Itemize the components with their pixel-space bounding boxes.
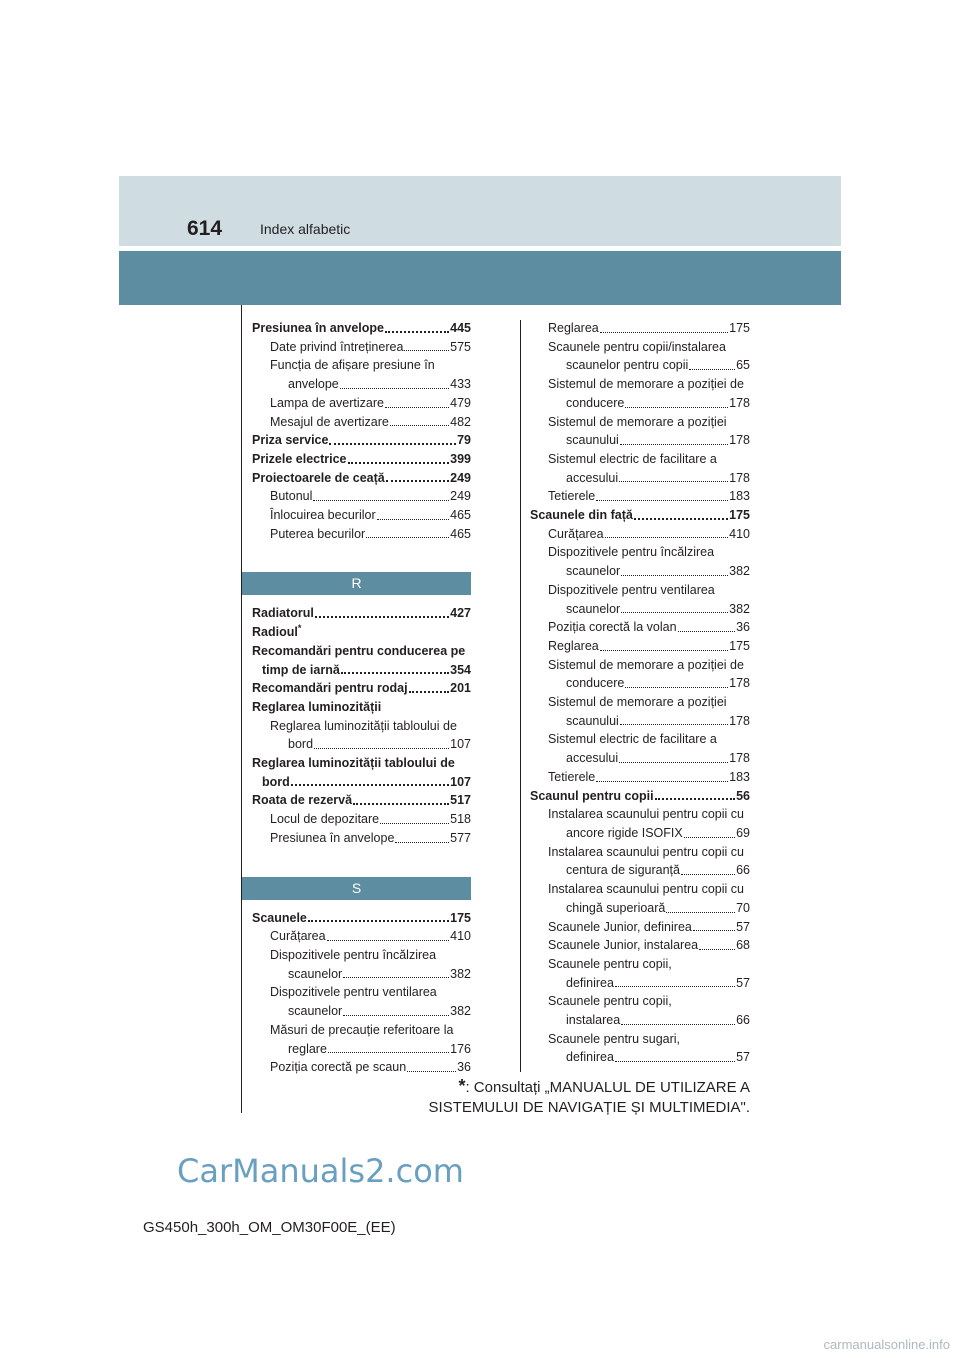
section-title: Index alfabetic (260, 221, 351, 237)
index-entry (252, 1002, 471, 1021)
entry-page-number: 479 (450, 395, 471, 410)
index-entry-line (530, 543, 750, 562)
entry-page-number: 175 (450, 910, 471, 925)
footnote-marker: * (297, 622, 302, 633)
entry-label: Recomandări pentru rodaj (252, 681, 408, 696)
entry-label: ancore rigide ISOFIX (566, 825, 683, 840)
entry-page-number: 399 (450, 451, 471, 466)
index-entry (252, 829, 471, 848)
entry-page-number: 249 (450, 489, 471, 504)
index-entry (252, 791, 471, 810)
entry-label: Sistemul de memorare a poziției (548, 414, 727, 429)
index-entry (530, 768, 750, 787)
entry-label: Radiatorul (252, 606, 314, 621)
footnote-star: * (458, 1076, 466, 1096)
dot-leader (395, 842, 449, 843)
dot-leader (404, 350, 449, 351)
entry-label: Poziția corectă pe scaun (270, 1060, 407, 1075)
dot-leader (596, 781, 728, 782)
index-entry-line (530, 880, 750, 899)
index-entry-line (530, 581, 750, 600)
entry-label: scaunelor (288, 1004, 343, 1019)
dot-leader (621, 1024, 735, 1025)
footnote-line-2: SISTEMULUI DE NAVIGAȚIE ȘI MULTIMEDIA". (428, 1099, 750, 1116)
index-entry (252, 431, 471, 450)
header-band (119, 251, 841, 305)
dot-leader (328, 1052, 449, 1053)
footnote-line-1: : Consultați „MANUALUL DE UTILIZARE A (465, 1079, 750, 1096)
index-entry (530, 824, 750, 843)
index-entry (530, 431, 750, 450)
dot-leader (625, 407, 728, 408)
index-entry (252, 604, 471, 623)
dot-leader (409, 691, 450, 693)
index-entry (530, 506, 750, 525)
index-entry-line (252, 623, 471, 642)
dot-leader (620, 724, 728, 725)
entry-label: Recomandări pentru conducerea pe (252, 643, 466, 658)
watermark-logo: CarManuals2.com (177, 1152, 464, 1190)
dot-leader (343, 1015, 449, 1016)
entry-label: Sistemul de memorare a poziției (548, 695, 727, 710)
entry-page-number: 65 (736, 358, 750, 373)
dot-leader (600, 332, 728, 333)
entry-page-number: 36 (457, 1060, 471, 1075)
entry-label: Scaunele pentru copii, (548, 956, 672, 971)
dot-leader (666, 912, 735, 913)
index-entry (530, 525, 750, 544)
entry-page-number: 433 (450, 377, 471, 392)
index-entry (252, 1058, 471, 1077)
dot-leader (621, 612, 728, 613)
entry-page-number: 382 (450, 966, 471, 981)
entry-label: Dispozitivele pentru ventilarea (548, 582, 715, 597)
index-entry (252, 810, 471, 829)
entry-page-number: 178 (729, 433, 750, 448)
dot-leader (689, 369, 735, 370)
entry-label: Sistemul de memorare a poziției de (548, 377, 744, 392)
dot-leader (353, 803, 449, 805)
index-entry-line (252, 983, 471, 1002)
entry-page-number: 178 (729, 395, 750, 410)
entry-page-number: 382 (450, 1004, 471, 1019)
entry-page-number: 57 (736, 919, 750, 934)
footnote (429, 1076, 750, 1118)
entry-label: Mesajul de avertizare (270, 414, 389, 429)
index-entry-line (252, 356, 471, 375)
entry-label: scaunelor (566, 564, 621, 579)
entry-label: Curățarea (548, 526, 604, 541)
entry-label: Radioul (252, 625, 298, 640)
index-entry-line (530, 338, 750, 357)
entry-label: Instalarea scaunului pentru copii cu (548, 882, 744, 897)
dot-leader (634, 518, 728, 520)
index-entry-line (530, 1030, 750, 1049)
index-entry (252, 413, 471, 432)
entry-label: instalarea (566, 1013, 621, 1028)
dot-leader (621, 575, 728, 576)
index-entry (530, 974, 750, 993)
entry-page-number: 354 (450, 662, 471, 677)
entry-label: Puterea becurilor (270, 526, 366, 541)
index-entry (530, 787, 750, 806)
entry-page-number: 175 (729, 321, 750, 335)
index-entry (252, 319, 471, 338)
dot-leader (348, 462, 450, 464)
dot-leader (619, 481, 728, 482)
entry-label: Sistemul electric de facilitare a (548, 732, 717, 747)
entry-label: Butonul (270, 489, 313, 504)
dot-leader (620, 444, 728, 445)
index-entry-line (530, 843, 750, 862)
entry-page-number: 66 (736, 863, 750, 878)
entry-page-number: 57 (736, 1050, 750, 1065)
entry-label: Scaunele (252, 910, 307, 925)
index-entry-line (530, 450, 750, 469)
entry-label: Sistemul de memorare a poziției de (548, 657, 744, 672)
entry-label: Instalarea scaunului pentru copii cu (548, 807, 744, 822)
entry-page-number: 517 (450, 793, 471, 808)
index-entry (530, 861, 750, 880)
dot-leader (615, 986, 735, 987)
entry-label: Dispozitivele pentru ventilarea (270, 985, 437, 1000)
index-entry (252, 965, 471, 984)
entry-label: Poziția corectă la volan (548, 620, 677, 635)
index-entry (252, 773, 471, 792)
entry-label: Reglarea luminozității tabloului de (252, 756, 455, 771)
index-entry (252, 506, 471, 525)
dot-leader (366, 537, 449, 538)
page-number: 614 (187, 217, 223, 240)
entry-label: bord (288, 737, 314, 752)
entry-label: Reglarea (548, 638, 599, 653)
index-entry-line (252, 754, 471, 773)
index-entry-line (530, 656, 750, 675)
entry-label: Scaunul pentru copii (530, 788, 654, 803)
entry-label: Date privind întreținerea (270, 339, 404, 354)
dot-leader (385, 407, 449, 408)
entry-page-number: 178 (729, 751, 750, 766)
entry-page-number: 68 (736, 938, 750, 953)
index-entry-line (530, 375, 750, 394)
index-entry-line (530, 992, 750, 1011)
entry-page-number: 183 (729, 489, 750, 504)
index-entry-line (530, 955, 750, 974)
dot-leader (308, 920, 449, 922)
dot-leader (605, 537, 729, 538)
entry-label: Tetierele (548, 769, 596, 784)
entry-label: chingă superioară (566, 900, 666, 915)
index-entry (530, 469, 750, 488)
index-entry (530, 487, 750, 506)
entry-label: Tetierele (548, 489, 596, 504)
entry-page-number: 107 (450, 737, 471, 752)
dot-leader (678, 631, 736, 632)
index-entry-line (252, 642, 471, 661)
entry-page-number: 410 (450, 929, 471, 944)
index-entry (252, 487, 471, 506)
index-block-p (252, 319, 471, 543)
entry-label: conducere (566, 676, 625, 691)
entry-label: bord (262, 774, 290, 789)
entry-label: Locul de depozitare (270, 812, 380, 827)
dot-leader (377, 519, 450, 520)
entry-label: Funcția de afișare presiune în (270, 358, 435, 373)
dot-leader (314, 748, 449, 749)
entry-label: Roata de rezervă (252, 793, 353, 808)
index-entry (530, 674, 750, 693)
index-entry-line (252, 717, 471, 736)
entry-page-number: 178 (729, 676, 750, 691)
letter-header-s: S (242, 877, 471, 900)
entry-label: timp de iarnă (262, 662, 340, 677)
index-column-right (530, 319, 750, 1067)
entry-page-number: 465 (450, 508, 471, 523)
index-entry (252, 394, 471, 413)
dot-leader (340, 388, 449, 389)
index-entry (530, 637, 750, 656)
left-margin-rule (241, 305, 242, 1113)
entry-page-number: 382 (729, 601, 750, 616)
entry-page-number: 577 (450, 830, 471, 845)
entry-page-number: 201 (450, 681, 471, 696)
dot-leader (600, 650, 728, 651)
index-entry (530, 319, 750, 338)
entry-label: definirea (566, 1050, 614, 1065)
index-entry-line (530, 413, 750, 432)
dot-leader (655, 798, 735, 800)
document-id: GS450h_300h_OM_OM30F00E_(EE) (143, 1219, 396, 1236)
dot-leader (343, 977, 449, 978)
dot-leader (313, 500, 449, 501)
index-entry-line (530, 693, 750, 712)
dot-leader (693, 930, 735, 931)
entry-page-number: 79 (457, 433, 471, 448)
entry-label: scaunelor pentru copii (566, 358, 689, 373)
dot-leader (615, 1061, 735, 1062)
index-entry (252, 1040, 471, 1059)
dot-leader (380, 823, 449, 824)
index-entry (252, 469, 471, 488)
entry-label: definirea (566, 975, 614, 990)
entry-page-number: 518 (450, 812, 471, 827)
index-entry (530, 618, 750, 637)
index-entry (530, 712, 750, 731)
entry-label: Scaunele Junior, definirea (548, 919, 692, 934)
index-block-r (252, 604, 471, 847)
dot-leader (329, 443, 456, 445)
entry-page-number: 66 (736, 1013, 750, 1028)
index-column-left (252, 319, 471, 1077)
entry-page-number: 36 (736, 620, 750, 635)
index-entry (252, 679, 471, 698)
entry-page-number: 575 (450, 339, 471, 354)
entry-label: Sistemul electric de facilitare a (548, 451, 717, 466)
entry-label: scaunului (566, 433, 619, 448)
entry-page-number: 175 (729, 638, 750, 653)
dot-leader (315, 616, 449, 618)
entry-page-number: 465 (450, 526, 471, 541)
entry-page-number: 445 (450, 321, 471, 335)
entry-page-number: 382 (729, 564, 750, 579)
entry-label: Presiunea în anvelope (270, 830, 395, 845)
entry-label: Curățarea (270, 929, 326, 944)
index-entry-line (252, 698, 471, 717)
index-entry (252, 525, 471, 544)
entry-label: Dispozitivele pentru încălzirea (548, 545, 715, 560)
entry-label: Prizele electrice (252, 451, 347, 466)
entry-label: scaunelor (288, 966, 343, 981)
dot-leader (619, 762, 728, 763)
header-bar (119, 176, 841, 246)
entry-label: Scaunele Junior, instalarea (548, 938, 699, 953)
entry-page-number: 57 (736, 975, 750, 990)
entry-page-number: 178 (729, 713, 750, 728)
index-entry (530, 1048, 750, 1067)
index-entry-line (530, 805, 750, 824)
entry-label: conducere (566, 395, 625, 410)
entry-page-number: 183 (729, 769, 750, 784)
dot-leader (390, 425, 449, 426)
index-entry (530, 600, 750, 619)
dot-leader (625, 687, 728, 688)
entry-label: Reglarea (548, 321, 599, 335)
entry-label: Proiectoarele de ceață (252, 470, 385, 485)
entry-label: Instalarea scaunului pentru copii cu (548, 844, 744, 859)
entry-page-number: 70 (736, 900, 750, 915)
index-entry-line (252, 946, 471, 965)
index-entry (252, 927, 471, 946)
index-entry (530, 562, 750, 581)
index-entry (530, 1011, 750, 1030)
entry-page-number: 176 (450, 1041, 471, 1056)
entry-page-number: 69 (736, 825, 750, 840)
index-entry (252, 661, 471, 680)
index-entry (530, 356, 750, 375)
entry-label: accesului (566, 751, 619, 766)
site-watermark: carmanualsonline.info (823, 1337, 950, 1352)
index-entry (252, 909, 471, 928)
entry-label: Înlocuirea becurilor (270, 508, 376, 523)
index-entry-line (530, 730, 750, 749)
dot-leader (291, 784, 449, 786)
entry-label: Dispozitivele pentru încălzirea (270, 947, 437, 962)
dot-leader (681, 874, 735, 875)
index-entry (252, 338, 471, 357)
entry-page-number: 107 (450, 774, 471, 789)
entry-page-number: 56 (736, 788, 750, 803)
entry-label: Scaunele din față (530, 508, 633, 523)
entry-label: Măsuri de precauție referitoare la (270, 1022, 454, 1037)
entry-label: Scaunele pentru sugari, (548, 1031, 681, 1046)
entry-label: Reglarea luminozității (252, 699, 382, 714)
entry-label: reglare (288, 1041, 327, 1056)
dot-leader (684, 837, 735, 838)
index-entry (530, 899, 750, 918)
index-entry (252, 450, 471, 469)
entry-label: Scaunele pentru copii, (548, 994, 672, 1009)
entry-page-number: 482 (450, 414, 471, 429)
dot-leader (407, 1071, 456, 1072)
index-entry (530, 918, 750, 937)
dot-leader (341, 672, 449, 674)
index-block-s-continued (530, 319, 750, 1067)
entry-label: accesului (566, 470, 619, 485)
entry-label: scaunului (566, 713, 619, 728)
entry-page-number: 410 (729, 526, 750, 541)
index-entry (252, 735, 471, 754)
index-entry (530, 394, 750, 413)
entry-label: Presiunea în anvelope (252, 321, 384, 335)
index-entry (252, 375, 471, 394)
dot-leader (596, 500, 728, 501)
dot-leader (699, 949, 735, 950)
entry-label: centura de siguranță (566, 863, 680, 878)
entry-label: Lampa de avertizare (270, 395, 384, 410)
letter-header-r: R (242, 572, 471, 595)
entry-page-number: 427 (450, 606, 471, 621)
entry-page-number: 249 (450, 470, 471, 485)
index-entry (530, 749, 750, 768)
column-divider (520, 320, 521, 1072)
entry-label: scaunelor (566, 601, 621, 616)
entry-page-number: 178 (729, 470, 750, 485)
index-entry-line (252, 1021, 471, 1040)
index-entry (530, 936, 750, 955)
dot-leader (327, 940, 450, 941)
entry-label: Scaunele pentru copii/instalarea (548, 339, 726, 354)
entry-label: Reglarea luminozității tabloului de (270, 718, 457, 733)
index-block-s (252, 909, 471, 1077)
entry-page-number: 175 (729, 508, 750, 523)
entry-label: anvelope (288, 377, 339, 392)
entry-label: Priza service (252, 433, 329, 448)
dot-leader (385, 331, 449, 333)
dot-leader (386, 480, 449, 482)
